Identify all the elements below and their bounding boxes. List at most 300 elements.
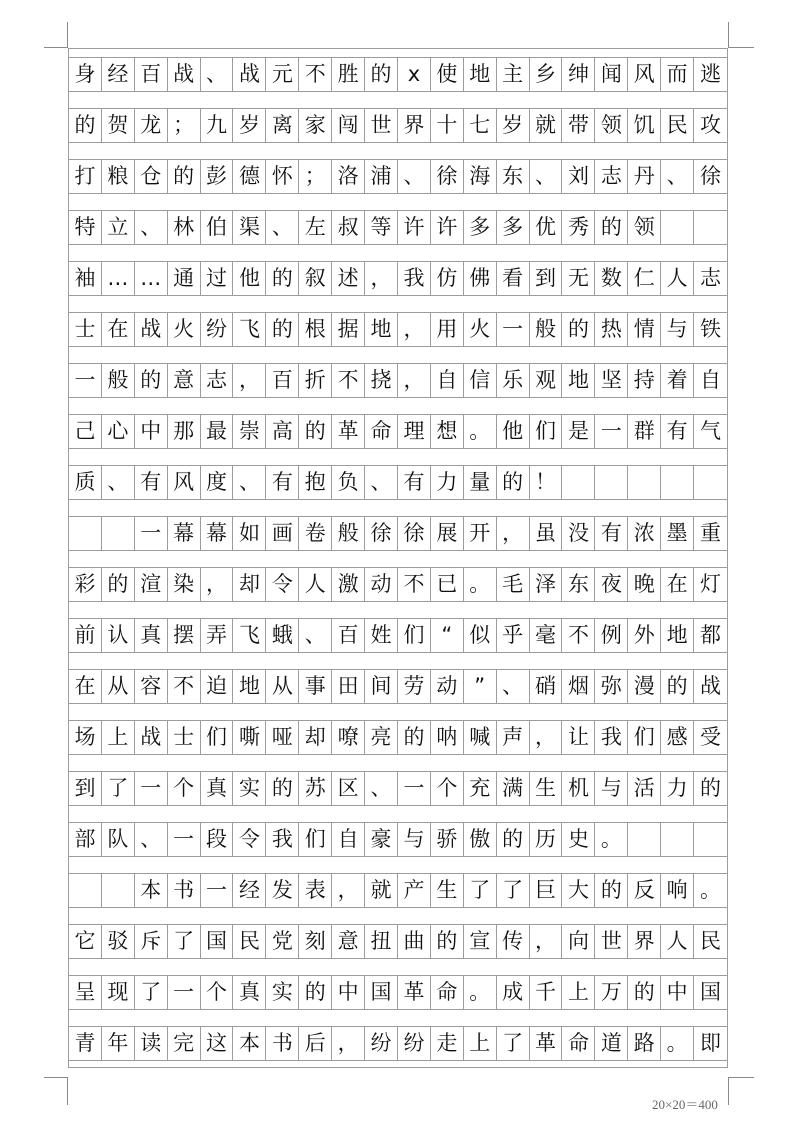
grid-cell: “ bbox=[431, 619, 464, 652]
grid-cell: 弄 bbox=[201, 619, 234, 652]
grid-cell: 一 bbox=[168, 823, 201, 856]
grid-cell: 段 bbox=[201, 823, 234, 856]
grid-cell: 一 bbox=[69, 364, 102, 397]
grid-cell: 绅 bbox=[563, 58, 596, 91]
grid-cell bbox=[661, 211, 694, 244]
grid-cell: 傲 bbox=[464, 823, 497, 856]
grid-cell: 刻 bbox=[299, 925, 332, 958]
grid-cell: 、 bbox=[135, 823, 168, 856]
grid-cell: 的 bbox=[661, 670, 694, 703]
grid-cell: 数 bbox=[595, 262, 628, 295]
grid-cell: ， bbox=[530, 925, 563, 958]
grid-cell: 上 bbox=[464, 1027, 497, 1060]
grid-cell: 中 bbox=[135, 415, 168, 448]
grid-cell: 不 bbox=[332, 364, 365, 397]
grid-cell: 、 bbox=[530, 160, 563, 193]
manuscript-row bbox=[69, 1026, 727, 1061]
grid-cell: 感 bbox=[661, 721, 694, 754]
grid-cell: 宣 bbox=[464, 925, 497, 958]
grid-cell: 扭 bbox=[365, 925, 398, 958]
grid-cell: 活 bbox=[628, 772, 661, 805]
grid-cell: 的 bbox=[595, 211, 628, 244]
grid-cell: 民 bbox=[234, 925, 267, 958]
grid-cell: 有 bbox=[135, 466, 168, 499]
manuscript-row bbox=[69, 822, 727, 857]
grid-cell: 、 bbox=[661, 160, 694, 193]
grid-cell: 呈 bbox=[69, 976, 102, 1009]
manuscript-row bbox=[69, 516, 727, 551]
grid-cell: 队 bbox=[102, 823, 135, 856]
grid-cell: 让 bbox=[563, 721, 596, 754]
grid-cell: 战 bbox=[135, 721, 168, 754]
grid-cell: 风 bbox=[168, 466, 201, 499]
grid-cell: 人 bbox=[299, 568, 332, 601]
grid-cell: 叙 bbox=[299, 262, 332, 295]
grid-cell: 漫 bbox=[628, 670, 661, 703]
grid-cell: 在 bbox=[661, 568, 694, 601]
grid-cell: 理 bbox=[398, 415, 431, 448]
grid-cell: 贺 bbox=[102, 109, 135, 142]
grid-cell: 战 bbox=[135, 313, 168, 346]
grid-cell: 、 bbox=[102, 466, 135, 499]
grid-cell: 界 bbox=[398, 109, 431, 142]
grid-cell: 例 bbox=[595, 619, 628, 652]
grid-cell: 岁 bbox=[234, 109, 267, 142]
grid-cell: 豪 bbox=[365, 823, 398, 856]
grid-cell: 持 bbox=[628, 364, 661, 397]
crop-mark-bottom-left-v bbox=[67, 1077, 68, 1105]
grid-cell: 想 bbox=[431, 415, 464, 448]
grid-cell: 民 bbox=[661, 109, 694, 142]
grid-cell: 志 bbox=[700, 266, 722, 290]
grid-cell: 的 bbox=[700, 776, 722, 800]
grid-cell: 志 bbox=[595, 160, 628, 193]
grid-cell: 的 bbox=[266, 262, 299, 295]
grid-cell: 表 bbox=[299, 874, 332, 907]
grid-cell: 、 bbox=[497, 670, 530, 703]
grid-cell: 地 bbox=[563, 364, 596, 397]
crop-mark-top-left-v bbox=[67, 22, 68, 48]
grid-cell: ， bbox=[365, 262, 398, 295]
grid-cell: 般 bbox=[332, 517, 365, 550]
grid-cell: 主 bbox=[497, 58, 530, 91]
crop-mark-bottom-left-h bbox=[44, 1077, 68, 1078]
grid-cell: 了 bbox=[135, 976, 168, 1009]
grid-cell: 怀 bbox=[266, 160, 299, 193]
grid-cell: 乡 bbox=[530, 58, 563, 91]
grid-cell: 似 bbox=[464, 619, 497, 652]
grid-cell: 徐 bbox=[431, 160, 464, 193]
grid-cell: 不 bbox=[563, 619, 596, 652]
grid-cell: 书 bbox=[168, 874, 201, 907]
grid-cell: 秀 bbox=[563, 211, 596, 244]
grid-cell: 挠 bbox=[365, 364, 398, 397]
grid-cell: 力 bbox=[661, 772, 694, 805]
grid-cell: 满 bbox=[497, 772, 530, 805]
grid-cell: 泽 bbox=[530, 568, 563, 601]
grid-cell: 到 bbox=[530, 262, 563, 295]
grid-cell: 叔 bbox=[332, 211, 365, 244]
grid-cell: 立 bbox=[102, 211, 135, 244]
grid-cell: 仁 bbox=[628, 262, 661, 295]
grid-cell: 的 bbox=[563, 313, 596, 346]
grid-cell: 灯 bbox=[700, 572, 722, 596]
grid-cell: 。 bbox=[464, 415, 497, 448]
grid-cell: 夜 bbox=[595, 568, 628, 601]
grid-cell: 领 bbox=[595, 109, 628, 142]
grid-cell: 史 bbox=[563, 823, 596, 856]
grid-cell: 曲 bbox=[398, 925, 431, 958]
grid-cell: 本 bbox=[234, 1027, 267, 1060]
grid-cell: ， bbox=[398, 313, 431, 346]
grid-cell: 即 bbox=[700, 1031, 722, 1055]
grid-cell: 我 bbox=[266, 823, 299, 856]
grid-cell: 。 bbox=[464, 976, 497, 1009]
grid-cell: 度 bbox=[201, 466, 234, 499]
grid-cell: 国 bbox=[201, 925, 234, 958]
grid-cell: 彭 bbox=[201, 160, 234, 193]
grid-cell: 心 bbox=[102, 415, 135, 448]
grid-cell: 画 bbox=[266, 517, 299, 550]
grid-cell: 刘 bbox=[563, 160, 596, 193]
grid-cell: 命 bbox=[365, 415, 398, 448]
grid-cell: 们 bbox=[398, 619, 431, 652]
grid-cell: 一 bbox=[135, 772, 168, 805]
grid-cell: 群 bbox=[628, 415, 661, 448]
grid-cell: 崇 bbox=[234, 415, 267, 448]
grid-cell: 岁 bbox=[497, 109, 530, 142]
grid-cell: 后 bbox=[299, 1027, 332, 1060]
grid-cell bbox=[628, 466, 661, 499]
grid-cell: 是 bbox=[563, 415, 596, 448]
grid-cell: 使 bbox=[431, 58, 464, 91]
grid-cell: 质 bbox=[69, 466, 102, 499]
grid-cell: ” bbox=[464, 670, 497, 703]
grid-cell: 、 bbox=[299, 619, 332, 652]
grid-cell: 士 bbox=[168, 721, 201, 754]
grid-cell: 火 bbox=[464, 313, 497, 346]
grid-cell: 革 bbox=[530, 1027, 563, 1060]
grid-cell: 浦 bbox=[365, 160, 398, 193]
grid-cell: 胜 bbox=[332, 58, 365, 91]
grid-cell: 铁 bbox=[700, 317, 722, 341]
grid-cell: 都 bbox=[700, 623, 722, 647]
grid-cell: 述 bbox=[332, 262, 365, 295]
grid-cell: 书 bbox=[266, 1027, 299, 1060]
manuscript-row bbox=[69, 720, 727, 755]
grid-cell bbox=[102, 874, 135, 907]
grid-cell: 已 bbox=[431, 568, 464, 601]
grid-cell: 却 bbox=[299, 721, 332, 754]
grid-cell: 徐 bbox=[700, 164, 722, 188]
grid-cell: 最 bbox=[201, 415, 234, 448]
crop-mark-top-right-v bbox=[728, 22, 729, 48]
grid-cell: 逃 bbox=[700, 62, 722, 86]
grid-cell: 骄 bbox=[431, 823, 464, 856]
grid-cell: ， bbox=[332, 1027, 365, 1060]
grid-cell: 一 bbox=[497, 313, 530, 346]
grid-cell: 那 bbox=[168, 415, 201, 448]
grid-cell: 特 bbox=[69, 211, 102, 244]
crop-mark-bottom-right-h bbox=[728, 1077, 754, 1078]
grid-cell: 袖 bbox=[69, 262, 102, 295]
grid-cell: ， bbox=[201, 568, 234, 601]
grid-cell: 仓 bbox=[135, 160, 168, 193]
grid-cell: 蛾 bbox=[266, 619, 299, 652]
grid-cell: ， bbox=[398, 364, 431, 397]
grid-cell: 他 bbox=[234, 262, 267, 295]
grid-cell: 不 bbox=[299, 58, 332, 91]
grid-cell: 亮 bbox=[365, 721, 398, 754]
grid-cell bbox=[661, 466, 694, 499]
grid-cell: 。 bbox=[661, 1027, 694, 1060]
grid-cell: 左 bbox=[299, 211, 332, 244]
grid-cell: 林 bbox=[168, 211, 201, 244]
manuscript-row bbox=[69, 618, 727, 653]
grid-cell: 弥 bbox=[595, 670, 628, 703]
grid-cell: 渲 bbox=[135, 568, 168, 601]
manuscript-row bbox=[69, 771, 727, 806]
grid-cell: 令 bbox=[234, 823, 267, 856]
grid-cell bbox=[694, 823, 727, 856]
grid-cell: 的 bbox=[168, 160, 201, 193]
grid-cell: 情 bbox=[628, 313, 661, 346]
grid-cell: 中 bbox=[332, 976, 365, 1009]
grid-cell: 坚 bbox=[595, 364, 628, 397]
grid-cell: 许 bbox=[431, 211, 464, 244]
grid-cell: 地 bbox=[365, 313, 398, 346]
grid-cell: 许 bbox=[398, 211, 431, 244]
grid-cell: 场 bbox=[69, 721, 102, 754]
grid-cell: 苏 bbox=[299, 772, 332, 805]
grid-cell: … bbox=[135, 262, 168, 295]
grid-cell: 摆 bbox=[168, 619, 201, 652]
grid-cell: 了 bbox=[497, 1027, 530, 1060]
grid-cell: 。 bbox=[700, 878, 722, 902]
grid-cell: 道 bbox=[595, 1027, 628, 1060]
grid-cell: 生 bbox=[431, 874, 464, 907]
grid-cell: 毛 bbox=[497, 568, 530, 601]
grid-cell: 国 bbox=[700, 980, 722, 1004]
grid-cell: 百 bbox=[332, 619, 365, 652]
grid-cell: 洛 bbox=[332, 160, 365, 193]
grid-cell: 无 bbox=[563, 262, 596, 295]
grid-cell: 元 bbox=[266, 58, 299, 91]
grid-cell: 了 bbox=[102, 772, 135, 805]
grid-cell: 己 bbox=[69, 415, 102, 448]
grid-cell: 田 bbox=[332, 670, 365, 703]
grid-cell: 战 bbox=[168, 58, 201, 91]
grid-cell: 年 bbox=[102, 1027, 135, 1060]
grid-cell: 青 bbox=[69, 1027, 102, 1060]
grid-cell: 有 bbox=[595, 517, 628, 550]
grid-cell: 高 bbox=[266, 415, 299, 448]
grid-cell: 不 bbox=[168, 670, 201, 703]
grid-cell: 实 bbox=[266, 976, 299, 1009]
grid-cell: 大 bbox=[563, 874, 596, 907]
grid-cell: 而 bbox=[661, 58, 694, 91]
grid-cell: 呐 bbox=[431, 721, 464, 754]
grid-cell: 我 bbox=[595, 721, 628, 754]
grid-cell: 在 bbox=[102, 313, 135, 346]
grid-cell bbox=[661, 823, 694, 856]
grid-cell: 充 bbox=[464, 772, 497, 805]
grid-cell: 读 bbox=[135, 1027, 168, 1060]
grid-cell: 国 bbox=[365, 976, 398, 1009]
grid-count-label: 20×20＝400 bbox=[652, 1097, 718, 1112]
grid-cell: 般 bbox=[530, 313, 563, 346]
grid-cell: 了 bbox=[168, 925, 201, 958]
grid-cell: 徐 bbox=[398, 517, 431, 550]
manuscript-row bbox=[69, 363, 727, 398]
grid-cell bbox=[628, 823, 661, 856]
grid-cell: 过 bbox=[201, 262, 234, 295]
grid-cell: 火 bbox=[168, 313, 201, 346]
grid-cell: 根 bbox=[299, 313, 332, 346]
grid-cell: 个 bbox=[431, 772, 464, 805]
grid-cell: 本 bbox=[135, 874, 168, 907]
manuscript-row bbox=[69, 57, 727, 92]
grid-cell: 一 bbox=[201, 874, 234, 907]
grid-cell: 有 bbox=[661, 415, 694, 448]
grid-cell bbox=[595, 466, 628, 499]
manuscript-row bbox=[69, 108, 727, 143]
grid-cell: 七 bbox=[464, 109, 497, 142]
grid-cell bbox=[694, 211, 727, 244]
grid-cell: 历 bbox=[530, 823, 563, 856]
manuscript-row bbox=[69, 567, 727, 602]
grid-cell: 烟 bbox=[563, 670, 596, 703]
grid-cell: 人 bbox=[661, 925, 694, 958]
grid-cell: 不 bbox=[398, 568, 431, 601]
grid-cell: 了 bbox=[464, 874, 497, 907]
grid-cell bbox=[69, 517, 102, 550]
grid-cell: 了 bbox=[497, 874, 530, 907]
crop-mark-bottom-right-v bbox=[728, 1077, 729, 1105]
grid-cell: 经 bbox=[234, 874, 267, 907]
grid-cell: 一 bbox=[168, 976, 201, 1009]
grid-cell: 着 bbox=[661, 364, 694, 397]
grid-cell: 这 bbox=[201, 1027, 234, 1060]
manuscript-row bbox=[69, 414, 727, 449]
grid-cell: 地 bbox=[464, 58, 497, 91]
grid-cell: 的 bbox=[299, 976, 332, 1009]
grid-cell: 现 bbox=[102, 976, 135, 1009]
grid-cell: 革 bbox=[332, 415, 365, 448]
grid-cell: 的 bbox=[628, 976, 661, 1009]
grid-cell: 徐 bbox=[365, 517, 398, 550]
grid-cell: 姓 bbox=[365, 619, 398, 652]
grid-cell: 前 bbox=[69, 619, 102, 652]
grid-cell: 多 bbox=[464, 211, 497, 244]
grid-cell: 路 bbox=[628, 1027, 661, 1060]
grid-cell: 世 bbox=[595, 925, 628, 958]
grid-cell: 向 bbox=[563, 925, 596, 958]
grid-cell: 的 bbox=[497, 823, 530, 856]
grid-cell: 令 bbox=[266, 568, 299, 601]
grid-cell: 动 bbox=[431, 670, 464, 703]
grid-cell: 用 bbox=[431, 313, 464, 346]
grid-cell: 饥 bbox=[628, 109, 661, 142]
grid-cell: 驳 bbox=[102, 925, 135, 958]
grid-cell: 民 bbox=[700, 929, 722, 953]
grid-cell: 千 bbox=[530, 976, 563, 1009]
grid-cell: 负 bbox=[332, 466, 365, 499]
grid-cell: 信 bbox=[464, 364, 497, 397]
grid-cell: 伯 bbox=[201, 211, 234, 244]
grid-cell: 认 bbox=[102, 619, 135, 652]
manuscript-row bbox=[69, 924, 727, 959]
grid-cell: 喊 bbox=[464, 721, 497, 754]
manuscript-row bbox=[69, 159, 727, 194]
grid-cell: 人 bbox=[661, 262, 694, 295]
grid-cell: 真 bbox=[135, 619, 168, 652]
grid-cell: 意 bbox=[332, 925, 365, 958]
grid-cell: 一 bbox=[595, 415, 628, 448]
grid-cell: 们 bbox=[299, 823, 332, 856]
grid-cell: 热 bbox=[595, 313, 628, 346]
grid-cell: 如 bbox=[234, 517, 267, 550]
grid-cell: 与 bbox=[398, 823, 431, 856]
grid-cell: 受 bbox=[700, 725, 722, 749]
manuscript-row bbox=[69, 975, 727, 1010]
writing-grid bbox=[68, 48, 728, 1068]
grid-cell: 到 bbox=[69, 772, 102, 805]
grid-cell: 个 bbox=[168, 772, 201, 805]
grid-cell: 纷 bbox=[201, 313, 234, 346]
grid-cell: 劳 bbox=[398, 670, 431, 703]
grid-cell: 纷 bbox=[398, 1027, 431, 1060]
grid-cell: 九 bbox=[201, 109, 234, 142]
grid-cell: 、 bbox=[365, 772, 398, 805]
grid-cell: 气 bbox=[700, 419, 722, 443]
grid-cell: 毫 bbox=[530, 619, 563, 652]
grid-cell: 真 bbox=[234, 976, 267, 1009]
grid-cell: 产 bbox=[398, 874, 431, 907]
grid-cell: x bbox=[398, 58, 431, 91]
grid-cell: 、 bbox=[398, 160, 431, 193]
grid-cell: 。 bbox=[464, 568, 497, 601]
grid-cell: 观 bbox=[530, 364, 563, 397]
grid-cell: 我 bbox=[398, 262, 431, 295]
grid-cell: 粮 bbox=[102, 160, 135, 193]
grid-cell: 闻 bbox=[595, 58, 628, 91]
grid-cell: 的 bbox=[266, 772, 299, 805]
grid-cell: 、 bbox=[266, 211, 299, 244]
grid-cell: 飞 bbox=[234, 619, 267, 652]
grid-cell: 一 bbox=[135, 517, 168, 550]
grid-cell: 地 bbox=[234, 670, 267, 703]
grid-cell: 经 bbox=[102, 58, 135, 91]
grid-cell: 发 bbox=[266, 874, 299, 907]
grid-cell: 的 bbox=[595, 874, 628, 907]
grid-cell: 革 bbox=[398, 976, 431, 1009]
grid-cell: 在 bbox=[69, 670, 102, 703]
grid-cell: 有 bbox=[266, 466, 299, 499]
grid-cell: 般 bbox=[102, 364, 135, 397]
grid-cell: 闯 bbox=[332, 109, 365, 142]
grid-cell: 声 bbox=[497, 721, 530, 754]
grid-cell: 等 bbox=[365, 211, 398, 244]
grid-cell: 卷 bbox=[299, 517, 332, 550]
grid-cell: 染 bbox=[168, 568, 201, 601]
grid-cell: 展 bbox=[431, 517, 464, 550]
grid-cell: 却 bbox=[234, 568, 267, 601]
grid-cell: 反 bbox=[628, 874, 661, 907]
grid-cell: ； bbox=[168, 109, 201, 142]
grid-cell: 嘶 bbox=[234, 721, 267, 754]
grid-cell: 世 bbox=[365, 109, 398, 142]
